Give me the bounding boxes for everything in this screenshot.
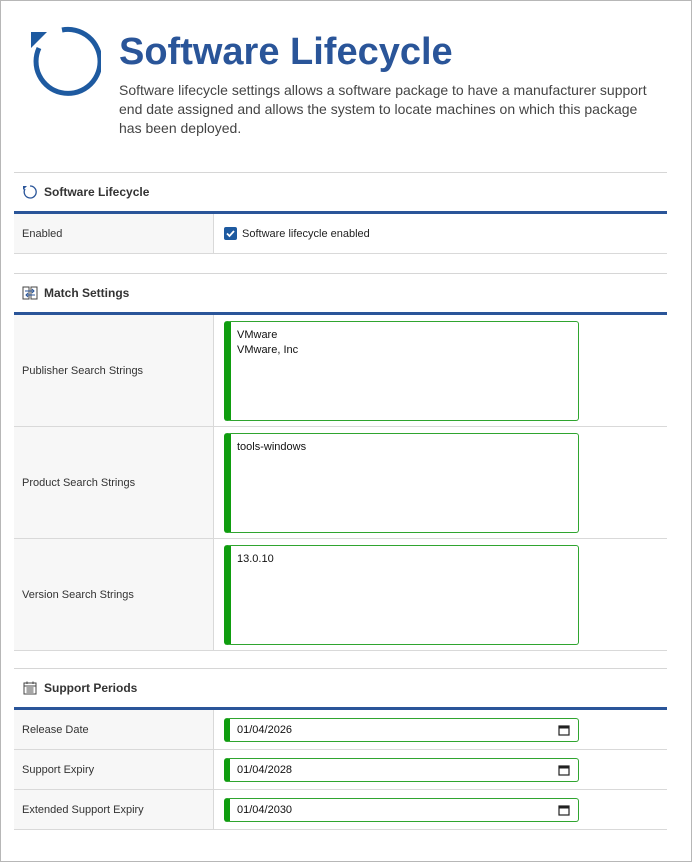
release-date-value: 01/04/2026	[237, 723, 293, 736]
release-date-field	[214, 710, 667, 749]
version-search-input[interactable]: 13.0.10	[224, 545, 579, 645]
section-match-settings	[14, 273, 667, 651]
refresh-icon	[27, 26, 101, 100]
page-description: Software lifecycle settings allows a software package to have a manufacturer support end date assigned and allows the system to locate machines on which this package has been deployed.	[119, 82, 647, 136]
enabled-row	[14, 214, 667, 254]
support-expiry-row	[14, 750, 667, 790]
publisher-field	[214, 315, 667, 426]
calendar-picker-icon[interactable]	[558, 804, 570, 816]
section-title: Support Periods	[44, 681, 138, 695]
release-date-input[interactable]	[224, 718, 579, 742]
version-row	[14, 539, 667, 651]
extended-support-input[interactable]	[224, 798, 579, 822]
page-title: Software Lifecycle	[119, 31, 453, 73]
support-expiry-field	[214, 750, 667, 789]
product-search-input[interactable]: tools-windows	[224, 433, 579, 533]
publisher-row	[14, 315, 667, 427]
extended-support-value: 01/04/2030	[237, 803, 293, 816]
calendar-icon	[22, 680, 38, 696]
section-header-support	[14, 668, 667, 710]
section-software-lifecycle	[14, 172, 667, 254]
extended-support-row	[14, 790, 667, 830]
refresh-icon	[22, 184, 38, 200]
section-header-lifecycle	[14, 172, 667, 214]
version-field	[214, 539, 667, 650]
section-title: Software Lifecycle	[44, 185, 150, 199]
release-date-label: Release Date	[14, 710, 214, 749]
page-header	[1, 1, 691, 151]
support-expiry-label: Support Expiry	[14, 750, 214, 789]
lifecycle-enabled-checkbox[interactable]	[224, 227, 237, 240]
product-row	[14, 427, 667, 539]
support-expiry-input[interactable]	[224, 758, 579, 782]
match-settings-icon	[22, 285, 38, 301]
version-label: Version Search Strings	[14, 539, 214, 650]
enabled-field	[214, 214, 667, 253]
checkbox-label[interactable]: Software lifecycle enabled	[242, 227, 370, 240]
extended-support-field	[214, 790, 667, 829]
section-title: Match Settings	[44, 286, 130, 300]
support-expiry-value: 01/04/2028	[237, 763, 293, 776]
publisher-search-input[interactable]: VMware VMware, Inc	[224, 321, 579, 421]
section-support-periods	[14, 668, 667, 830]
product-field	[214, 427, 667, 538]
section-header-match	[14, 273, 667, 315]
extended-support-label: Extended Support Expiry	[14, 790, 214, 829]
product-label: Product Search Strings	[14, 427, 214, 538]
release-date-row	[14, 710, 667, 750]
publisher-label: Publisher Search Strings	[14, 315, 214, 426]
calendar-picker-icon[interactable]	[558, 764, 570, 776]
calendar-picker-icon[interactable]	[558, 724, 570, 736]
enabled-label: Enabled	[14, 214, 214, 253]
